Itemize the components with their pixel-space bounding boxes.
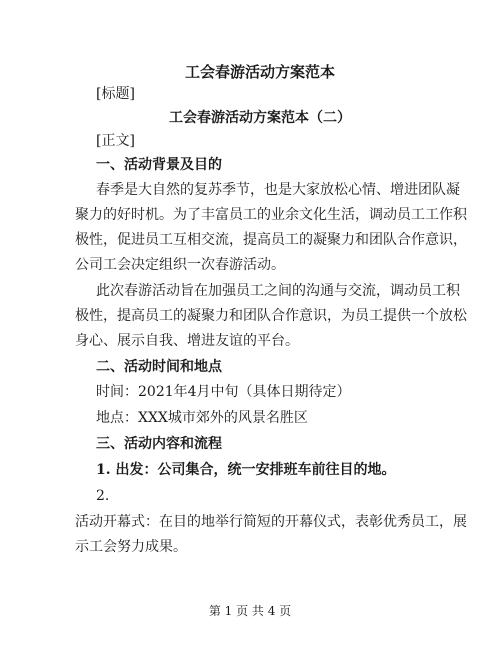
section-heading-background: 一、活动背景及目的 [96, 157, 222, 173]
body-tag: [正文] [96, 133, 135, 149]
title-tag: [标题] [96, 86, 135, 102]
flow-item-2-number: 2. [96, 488, 110, 504]
paragraph-line: 此次春游活动旨在加强员工之间的沟通与交流，调动员工积 [96, 283, 460, 299]
section-heading-time-place: 二、活动时间和地点 [96, 359, 222, 375]
document-title: 工会春游活动方案范本 [184, 63, 335, 81]
paragraph-line: 示工会努力成果。 [75, 539, 187, 555]
paragraph-line: 聚力的好时机。为了丰富员工的业余文化生活，调动员工工作积 [75, 207, 467, 223]
flow-item-1: 1. 出发：公司集合，统一安排班车前往目的地。 [96, 462, 396, 478]
paragraph-line: 活动开幕式：在目的地举行简短的开幕仪式，表彰优秀员工，展 [75, 514, 467, 530]
paragraph-line: 公司工会决定组织一次春游活动。 [75, 257, 285, 273]
paragraph-line: 极性，促进员工互相交流，提高员工的凝聚力和团队合作意识， [75, 232, 467, 248]
event-place: 地点：XXX城市郊外的风景名胜区 [96, 410, 308, 426]
document-subtitle: 工会春游活动方案范本（二） [169, 110, 351, 126]
section-heading-content-flow: 三、活动内容和流程 [96, 436, 222, 452]
page-number: 第 1 页 共 4 页 [208, 604, 292, 618]
event-time: 时间：2021年4月中旬（具体日期待定） [96, 384, 351, 400]
paragraph-line: 春季是大自然的复苏季节，也是大家放松心情、增进团队凝 [96, 182, 460, 198]
paragraph-line: 身心、展示自我、增进友谊的平台。 [75, 333, 299, 349]
paragraph-line: 极性，提高员工的凝聚力和团队合作意识，为员工提供一个放松 [75, 308, 467, 324]
